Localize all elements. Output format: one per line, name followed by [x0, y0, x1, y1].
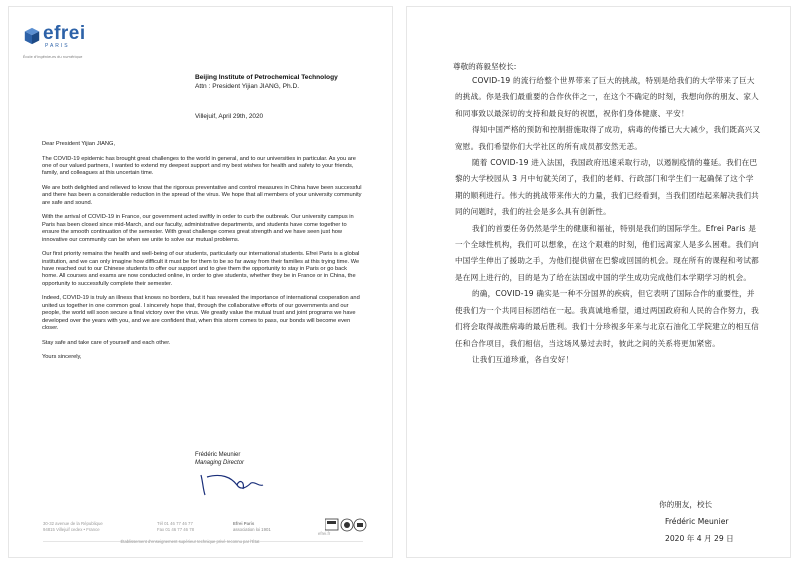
zh-signature-block [659, 496, 734, 547]
closing: Yours sincerely, [42, 354, 82, 361]
zh-paragraph: COVID-19 的流行给整个世界带来了巨大的挑战，特别是给我们的大学带来了巨大的挑战。你是我们最重要的合作伙伴之一，在这个不确定的时刻，我想向你的朋友、家人和同事致以最深切的支持和最良好的祝愿，祝你们身体健康、平安！ [455, 76, 759, 118]
paragraph: Indeed, COVID-19 is truly an illness that knows no borders, but it has revealed the importance of international cooperation and united us together in one common goal. I sincerely hope that, through the collaborative efforts of our governments and our people, the world will soon secure a final victory over the virus. We greatly value the mutual trust and joint programs we have developed over the years with you, and we are confident that, when this storm comes to pass, our bonds will become even closer. [42, 295, 360, 332]
signature-block [195, 451, 244, 467]
signer-name: Frédéric Meunier [195, 452, 241, 458]
certification-logos-icon [325, 517, 369, 539]
letter-date: Villejuif, April 29th, 2020 [195, 113, 264, 120]
salutation: Dear President Yijian JIANG, [42, 141, 116, 147]
zh-paragraph: 随着 COVID-19 进入法国，我国政府迅速采取行动，以遏制疫情的蔓延。我们在巴黎的大学校园从 3 月中旬就关闭了，我们的老师、行政部门和学生们一起确保了这个学期的顺利进行。伟大的挑战带来伟大的力量，我们已经看到，当我们团结起来解决我们共同的问题时，我们的社会是多么具有创新性。 [455, 158, 759, 217]
signer-title: Managing Director [195, 460, 245, 466]
zh-signer: Frédéric Meunier [665, 517, 729, 526]
letter-page-english [8, 6, 393, 558]
footer-legal: Établissement d'enseignement supérieur technique privé reconnu par l'État [120, 539, 260, 544]
footer-address: 30-32 avenue de la République 94815 Villejuif cedex • France [43, 521, 103, 532]
paragraph: We are both delighted and relieved to know that the rigorous preventative and control measures in China have been successful and there has been a considerable reduction in the spread of the virus. We hope that all members of your university community are safe and sound. [42, 185, 362, 206]
letter-body-english [42, 141, 362, 369]
letter-page-chinese [406, 6, 791, 558]
recipient-block [195, 73, 338, 91]
logo-name: efrei [43, 23, 86, 44]
logo-tagline: École d'ingénieurs du numérique [23, 55, 83, 59]
zh-greeting: 尊敬的蒋毅坚校长: [453, 62, 517, 71]
recipient-org: Beijing Institute of Petrochemical Technology [195, 74, 338, 81]
footer-efrei: Efrei Paris association loi 1901 [233, 521, 271, 532]
cube-logo-icon [23, 27, 41, 45]
zh-paragraph: 得知中国严格的预防和控制措施取得了成功，病毒的传播已大大减少，我们既高兴又宽慰。我们希望你们大学社区的所有成员都安然无恙。 [455, 125, 761, 151]
paragraph: Our first priority remains the health and well-being of our students, particularly our international students. Efrei Paris is a global institution, and we can only imagine how difficult it must be for them to be so far away from their families at this trying time. We have reached out to our Chinese students to offer our support and to give them the opportunity to stay in Paris or go back home. All courses and exams are now conducted online, in order to give students, whether they be in France or in China, the opportunity to successfully complete their semester. [42, 251, 360, 287]
zh-paragraph: 让我们互道珍重，各自安好！ [472, 354, 574, 364]
zh-paragraph: 的确，COVID-19 确实是一种不分国界的疾病，但它表明了国际合作的重要性，并使我们为一个共同目标团结在一起。我真诚地希望，通过两国政府和人民的合作努力，我们将会取得战胜病毒的最后胜利。我们十分珍视多年来与北京石油化工学院建立的相互信任和合作项目，我们相信，当这场风暴过去时，彼此之间的关系将更加紧密。 [455, 289, 759, 348]
zh-paragraph: 我们的首要任务仍然是学生的健康和福祉，特别是我们的国际学生。Efrei Paris 是一个全球性机构，我们可以想象，在这个艰难的时刻，他们远离家人是多么困难。我们向中国学生伸出了援助之手，为他们提供留在巴黎或回国的机会。现在所有的课程和考试都是在网上进行的，目的是为了给在法国或中国的学生成功完成他们本学期学习的机会。 [455, 223, 759, 282]
footer-phone: Tél 01 46 77 46 77 Fax 01 46 77 46 78 [157, 521, 195, 532]
recipient-attn: Attn : President Yijian JIANG, Ph.D. [195, 83, 300, 90]
handwritten-signature [197, 469, 267, 499]
paragraph: Stay safe and take care of yourself and each other. [42, 339, 171, 346]
letter-body-chinese [455, 73, 761, 368]
zh-closing: 你的朋友，校长 [659, 500, 713, 509]
paragraph: The COVID-19 epidemic has brought great challenges to the world in general, and to our universities in particular. As you are one of our valued partners, I wanted to extend my deepest support and my best wishes for health and safety to your friends, family, and colleagues at this uncertain time. [42, 155, 356, 177]
efrei-logo [23, 25, 86, 49]
zh-date: 2020 年 4 月 29 日 [665, 534, 734, 543]
logo-city: PARIS [45, 43, 70, 49]
footer-site: efrei.fr [318, 531, 331, 536]
paragraph: With the arrival of COVID-19 in France, our government acted swiftly in order to curb the outbreak. Our university campus in Paris has been closed since mid-March, and our faculty, administrative departments, and students have come together to ensure the smooth continuation of the semester. With great challenge comes great strength and we have seen just how innovative our community can be when we unite to solve our mutual problems. [42, 214, 354, 243]
